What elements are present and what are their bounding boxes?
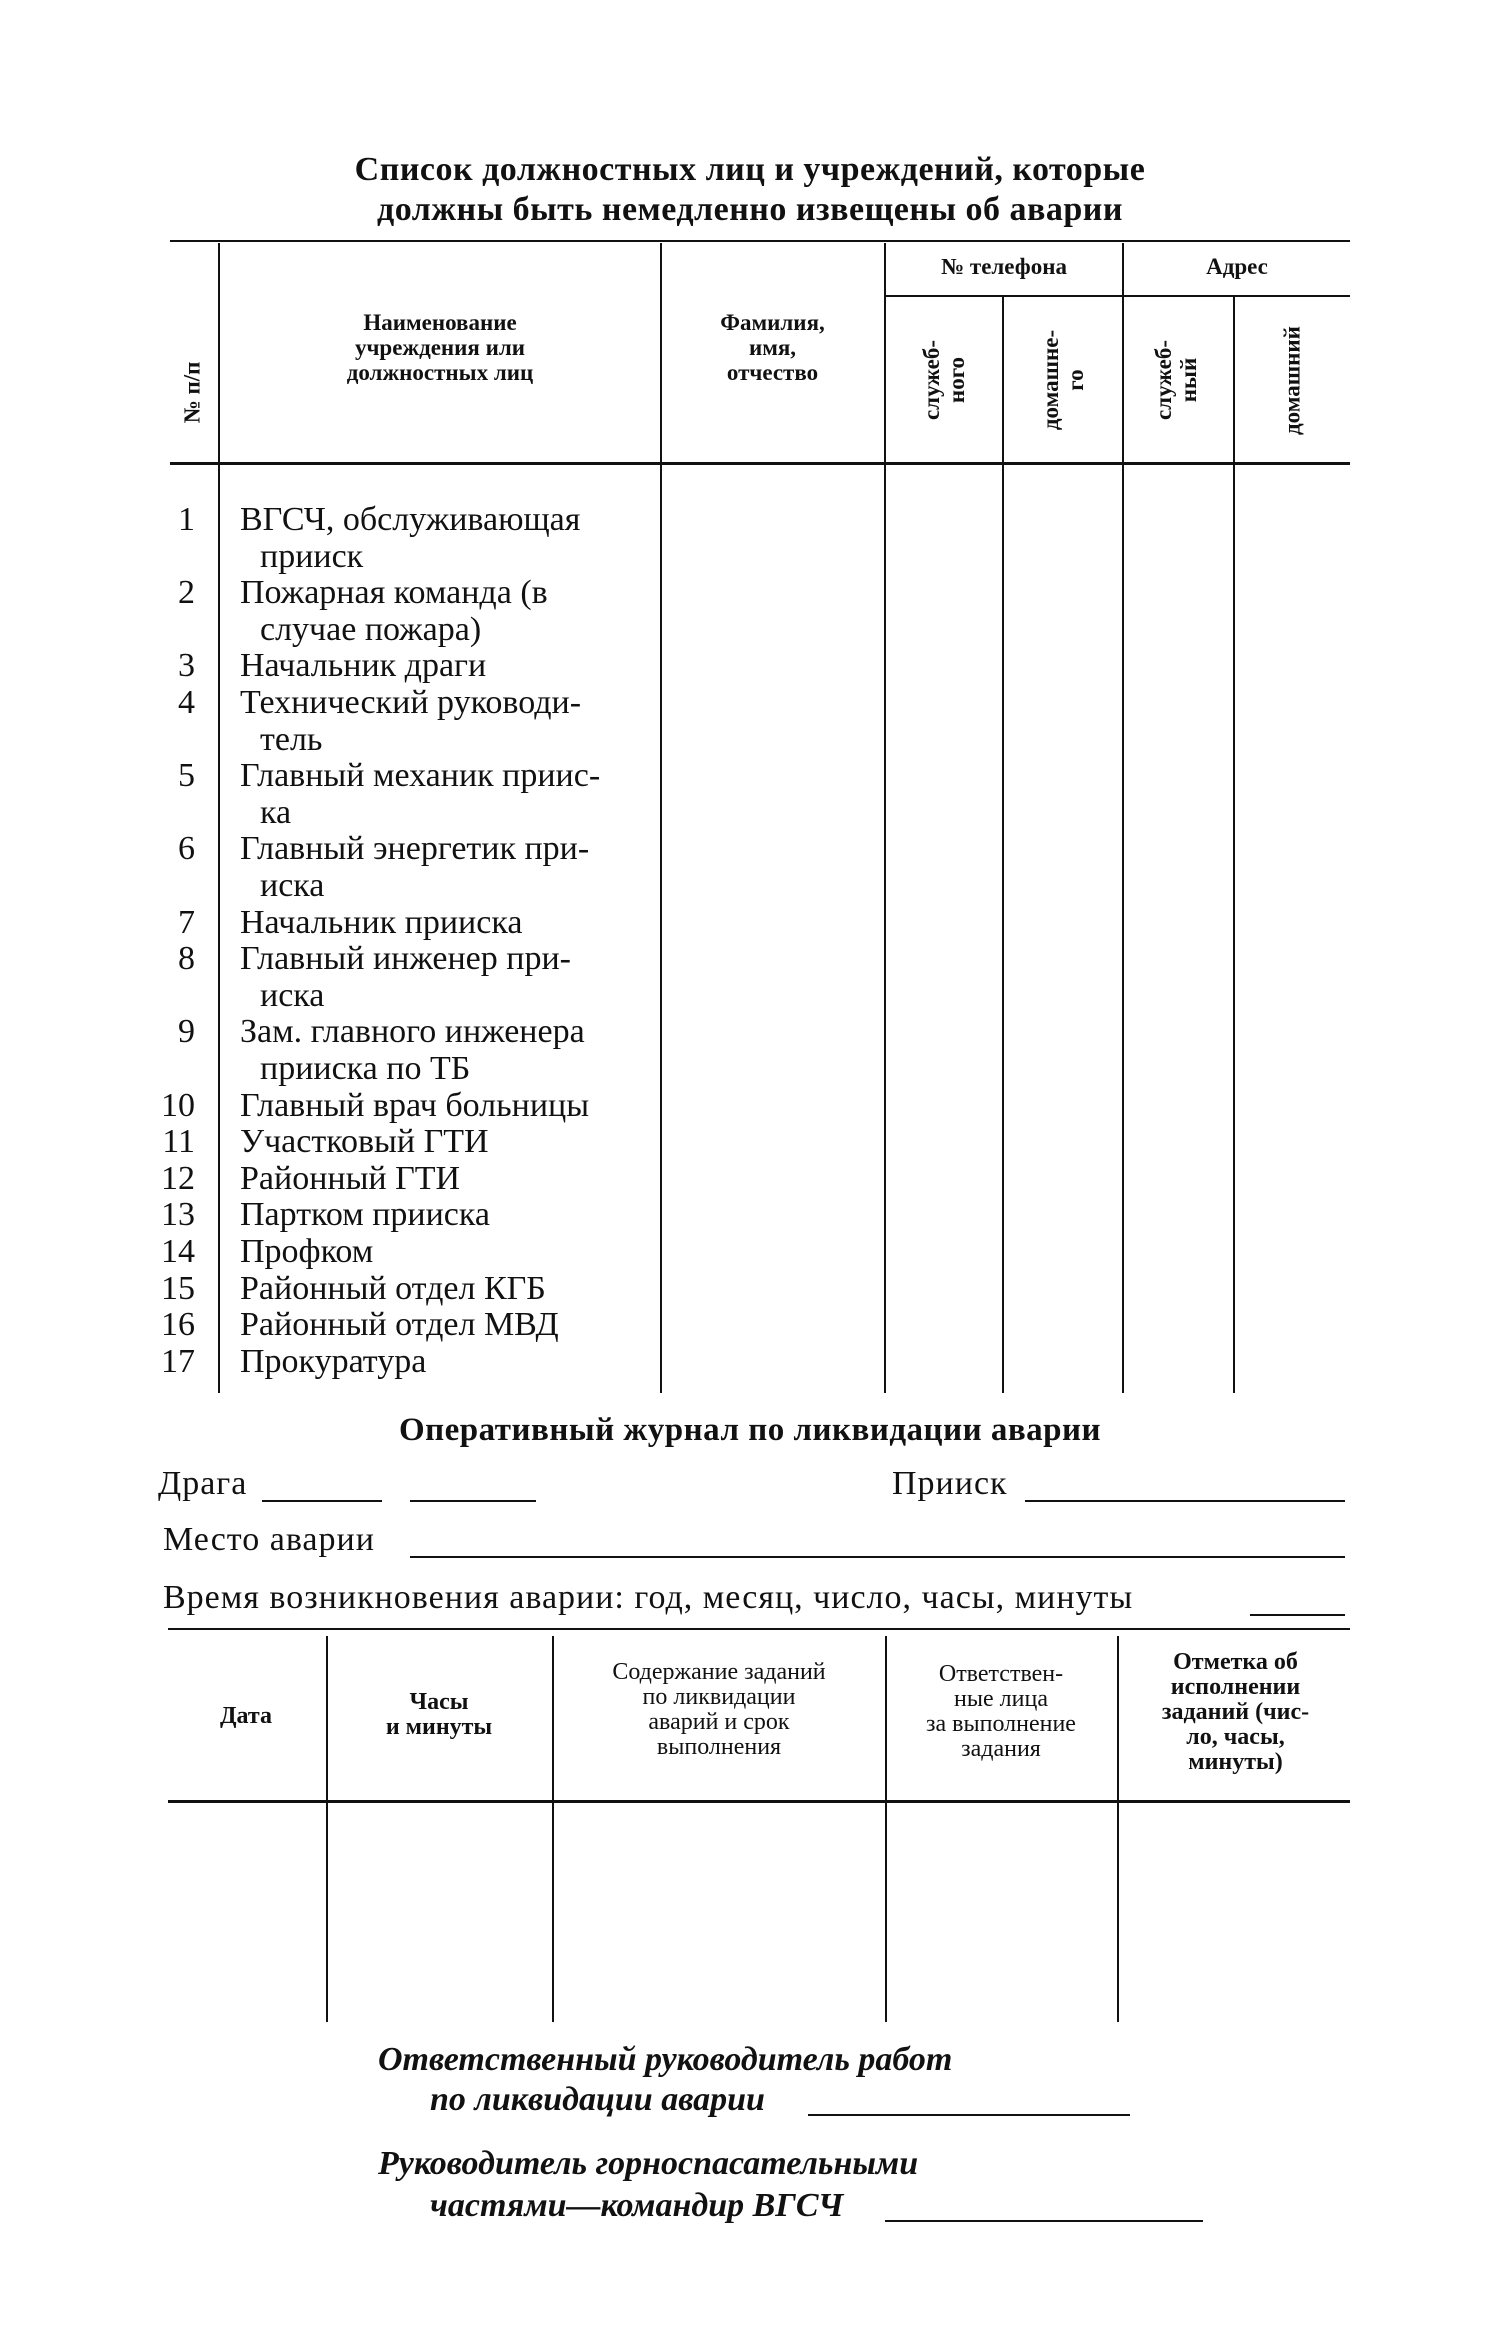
row-name: Главный механик прииc- (240, 757, 601, 795)
header-fio: Фамилия, имя, отчество (720, 310, 825, 385)
signature-1-line[interactable] (808, 2114, 1130, 2116)
row-number: 17 (161, 1342, 195, 1380)
table-top-rule (170, 240, 1350, 242)
row-number: 4 (178, 684, 195, 721)
col-divider (1122, 243, 1124, 1393)
priisk-label: Прииск (892, 1465, 1008, 1502)
row-number: 2 (178, 574, 195, 612)
signature-2-line2: частями—командир ВГСЧ (430, 2187, 844, 2224)
journal-col-divider (1117, 1636, 1119, 2022)
row-name: Главный инженер при- (240, 940, 571, 978)
row-name-continued: иска (260, 867, 325, 904)
time-label: Время возникновения аварии: год, месяц, число, часы, минуты (163, 1579, 1134, 1616)
row-number: 14 (161, 1233, 195, 1270)
signature-1-line2: по ликвидации аварии (430, 2081, 765, 2118)
row-name: Партком прииска (240, 1196, 490, 1234)
signature-1-line1: Ответственный руководитель работ (378, 2041, 953, 2078)
header-name: Наименование учреждения или должностных лиц (346, 310, 534, 385)
row-name: Технический руководи- (240, 684, 582, 721)
row-name-continued: прииск (260, 537, 364, 575)
journal-title: Оперативный журнал по ликвидации аварии (398, 1412, 1102, 1448)
row-number: 6 (178, 830, 195, 868)
signature-2-line1: Руководитель горноспасательными (378, 2145, 919, 2182)
row-name-continued: иска (260, 976, 325, 1014)
jheader-mark: Отметка об исполнении заданий (чис- ло, часы, минуты) (1161, 1649, 1310, 1775)
row-number: 8 (178, 940, 195, 978)
signature-2-line[interactable] (885, 2220, 1203, 2222)
row-number: 1 (178, 501, 195, 538)
group-header-rule (885, 295, 1350, 297)
row-number: 15 (161, 1269, 195, 1307)
header-bottom-rule (170, 462, 1350, 465)
priisk-line[interactable] (1025, 1500, 1345, 1502)
place-label: Место аварии (163, 1521, 375, 1558)
header-phone-home: домашне- го (1038, 329, 1088, 431)
jheader-responsible: Ответствен- ные лица за выполнение задания (926, 1661, 1076, 1762)
row-name-continued: ка (260, 793, 292, 831)
row-name: Прокуратура (240, 1342, 427, 1380)
row-name-continued: тель (260, 720, 323, 758)
time-line[interactable] (1250, 1614, 1345, 1616)
row-number: 3 (178, 647, 195, 685)
row-number: 11 (162, 1123, 195, 1161)
row-name: Зам. главного инженера (240, 1013, 585, 1051)
col-divider (1233, 297, 1235, 1393)
col-divider (218, 243, 220, 1393)
row-number: 16 (161, 1306, 195, 1344)
contacts-title-line2: должны быть немедленно извещены об аварии (377, 191, 1123, 228)
col-divider (660, 243, 662, 1393)
header-phone-work: служеб- ного (919, 339, 969, 421)
journal-col-divider (885, 1636, 887, 2022)
row-name: Начальник прииска (240, 903, 523, 941)
jheader-tasks: Содержание заданий по ликвидации аварий и срок выполнения (612, 1659, 826, 1760)
jheader-hours: Часы и минуты (385, 1689, 493, 1740)
row-number: 9 (178, 1013, 195, 1051)
col-divider (884, 243, 886, 1393)
row-name: Профком (240, 1233, 374, 1270)
header-phone-group: № телефона (941, 254, 1067, 279)
draga-label: Драга (158, 1465, 248, 1502)
row-number: 5 (178, 757, 195, 795)
jheader-date: Дата (220, 1703, 272, 1729)
row-name: Районный отдел КГБ (240, 1269, 546, 1307)
row-number: 7 (178, 903, 195, 941)
row-name: Главный энергетик при- (240, 830, 590, 868)
draga-line-2[interactable] (410, 1500, 536, 1502)
row-name: Районный ГТИ (240, 1159, 461, 1197)
journal-top-rule (168, 1628, 1350, 1630)
row-name: Начальник драги (240, 647, 487, 685)
header-address-work: служеб- ный (1151, 339, 1201, 421)
row-name: Районный отдел МВД (240, 1306, 559, 1344)
journal-col-divider (552, 1636, 554, 2022)
row-name: Главный врач больницы (240, 1086, 590, 1124)
row-name: Участковый ГТИ (240, 1123, 489, 1161)
place-line[interactable] (410, 1556, 1345, 1558)
journal-header-rule (168, 1800, 1350, 1803)
header-address-group: Адрес (1206, 254, 1268, 279)
contacts-title-line1: Список должностных лиц и учреждений, которые (354, 151, 1146, 188)
row-name: ВГСЧ, обслуживающая (240, 501, 581, 538)
row-name: Пожарная команда (в (240, 574, 548, 612)
col-divider (1002, 297, 1004, 1393)
row-number: 13 (161, 1196, 195, 1234)
header-address-home: домашний (1279, 326, 1305, 435)
row-number: 10 (161, 1086, 195, 1124)
row-name-continued: прииска по ТБ (260, 1050, 471, 1087)
header-num: № п/п (179, 361, 205, 424)
draga-line[interactable] (262, 1500, 382, 1502)
row-number: 12 (161, 1159, 195, 1197)
row-name-continued: случае пожара) (260, 610, 482, 648)
journal-col-divider (326, 1636, 328, 2022)
